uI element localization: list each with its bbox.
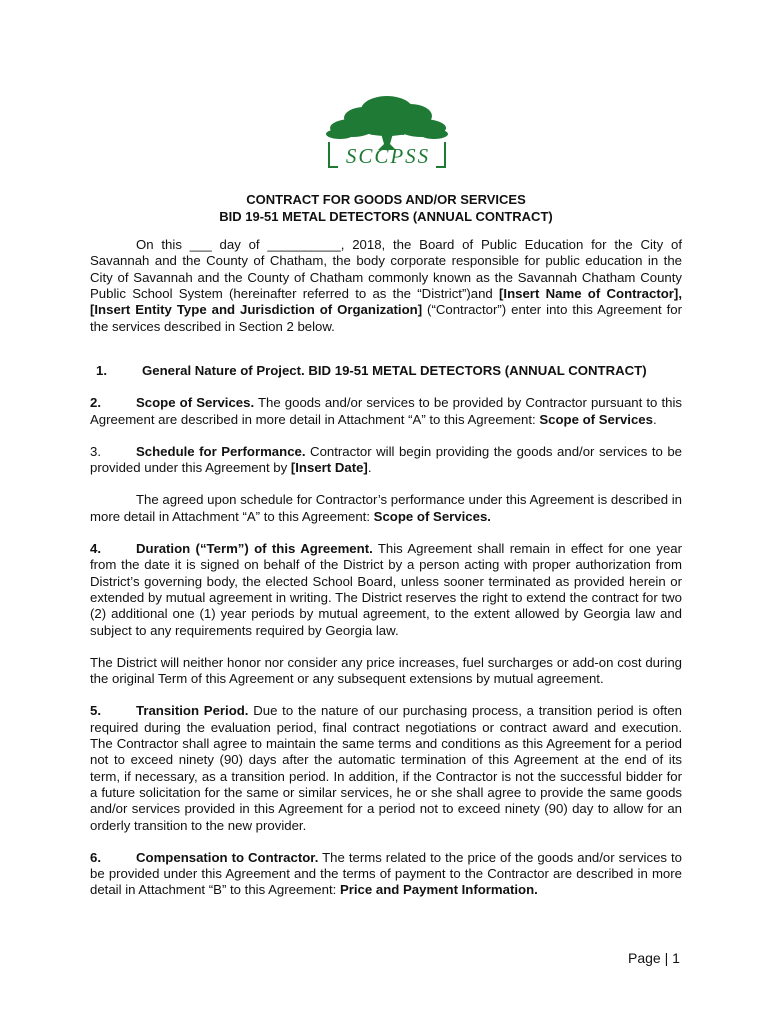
intro-paragraph: On this ___ day of __________, 2018, the Board of Public Education for the City of Savannah and the County of Chatham, the body corporate responsible for public education in the City of Savannah and the County of Chatham commonly known as the Savannah Chatham County Public School System (hereinafter referred to as the “District”)and [Insert Name of Contractor], [Insert Entity Type and Jurisdiction of Organization] (“Contractor”) enter into this Agreement for the services described in Section 2 below.: [90, 237, 682, 334]
section-6: 6. Compensation to Contractor. The terms related to the price of the goods and/or services to be provided under this Agreement and the terms of payment to the Contractor are described in more detail in Attachment “B” to this Agreement: Price and Payment Information.: [90, 849, 683, 898]
section-4: 4. Duration (“Term”) of this Agreement. This Agreement shall remain in effect for one year from the date it is signed on behalf of the District by a person acting with proper authorization from District’s governing body, the elected School Board, unless sooner terminated as provided herein or extended by mutual agreement in writing. The District reserves the right to extend the contract for two (2) additional one (1) year periods by mutual agreement, to the extent allowed by Georgia law and subject to any requirements required by Georgia law.: [90, 541, 683, 638]
contract-title: [90, 192, 682, 225]
section-5: 5. Transition Period. Due to the nature of our purchasing process, a transition period is often required during the evaluation period, final contract negotiations or contract award and execution. The Contractor shall agree to maintain the same terms and conditions as this Agreement for a period not to exceed ninety (90) days after the automatic termination of this Agreement at the end of its term, if necessary, as a transition period. In addition, if the Contractor is not the successful bidder for a future solicitation for the same or similar services, he or she shall agree to provide the same goods and/or services provided in this Agreement for a period not to exceed ninety (90) day to allow for an orderly transition to the new provider.: [90, 703, 682, 833]
sccpss-logo-text: SCCPSS: [345, 144, 431, 168]
contract-body: [90, 192, 682, 899]
page-number: Page | 1: [628, 950, 680, 966]
section-2: 2. Scope of Services. The goods and/or services to be provided by Contractor pursuant to this Agreement are described in more detail in Attachment “A” to this Agreement: Scope of Services.: [90, 395, 682, 427]
title-line-2: BID 19-51 METAL DETECTORS (ANNUAL CONTRACT): [219, 208, 553, 224]
section-3: 3. Schedule for Performance. Contractor will begin providing the goods and/or services to be provided under this Agreement by [Insert Date].: [90, 443, 682, 476]
section-1: 1. General Nature of Project. BID 19-51 METAL DETECTORS (ANNUAL CONTRACT): [96, 362, 647, 378]
title-line-1: CONTRACT FOR GOODS AND/OR SERVICES: [246, 192, 526, 207]
section-4-pricing: The District will neither honor nor consider any price increases, fuel surcharges or add-on cost during the original Term of this Agreement or any subsequent extensions by mutual agreement.: [90, 654, 682, 687]
section-3-schedule: The agreed upon schedule for Contractor’s performance under this Agreement is described in more detail in Attachment “A” to this Agreement: Scope of Services.: [90, 492, 682, 524]
